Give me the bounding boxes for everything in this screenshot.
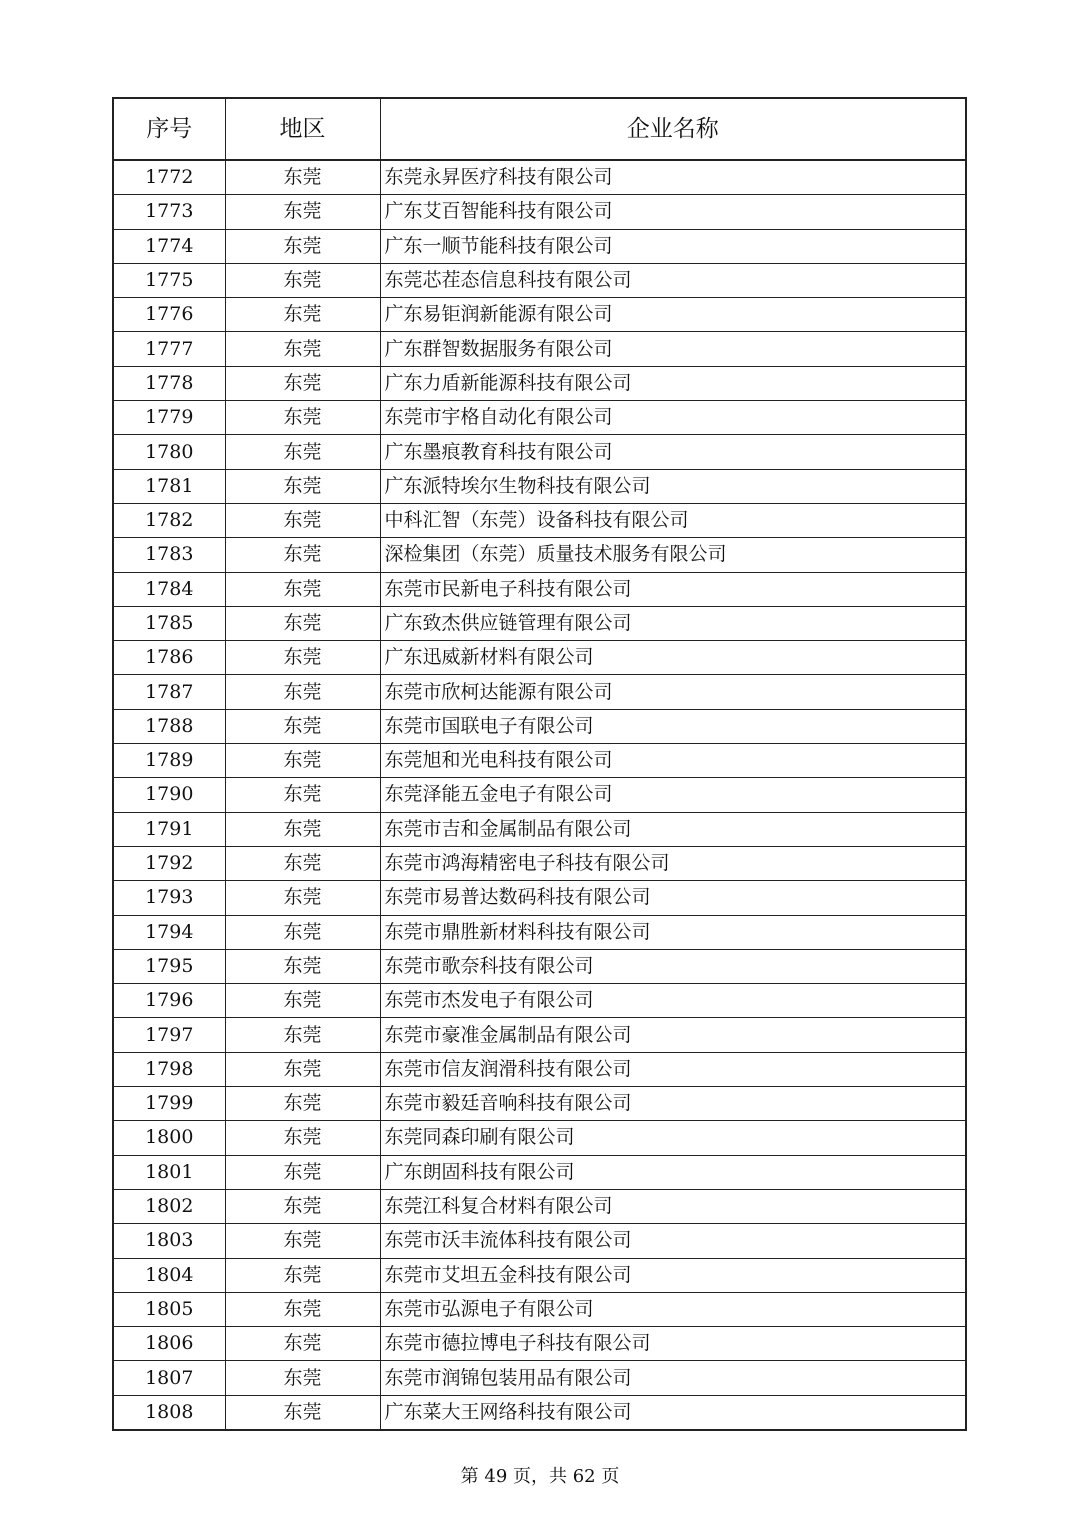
table-row (113, 1395, 966, 1430)
table-row (113, 572, 966, 606)
table-row (113, 195, 966, 229)
row-index: 1792 (113, 846, 225, 880)
row-company-name: 东莞芯茬态信息科技有限公司 (380, 263, 966, 297)
header-company-name: 企业名称 (380, 98, 966, 160)
row-company-name: 东莞市弘源电子有限公司 (380, 1292, 966, 1326)
row-index: 1783 (113, 538, 225, 572)
row-company-name: 深检集团（东莞）质量技术服务有限公司 (380, 538, 966, 572)
row-company-name: 东莞市毅廷音响科技有限公司 (380, 1087, 966, 1121)
row-index: 1776 (113, 298, 225, 332)
row-index: 1778 (113, 366, 225, 400)
row-region: 东莞 (225, 1155, 380, 1189)
row-company-name: 广东致杰供应链管理有限公司 (380, 606, 966, 640)
row-index: 1800 (113, 1121, 225, 1155)
table-body (113, 160, 966, 1430)
row-region: 东莞 (225, 366, 380, 400)
header-index: 序号 (113, 98, 225, 160)
page-number-footer: 第 49 页，共 62 页 (460, 1466, 620, 1487)
table-row (113, 1224, 966, 1258)
table-row (113, 229, 966, 263)
row-index: 1805 (113, 1292, 225, 1326)
row-company-name: 广东菜大王网络科技有限公司 (380, 1395, 966, 1430)
row-region: 东莞 (225, 572, 380, 606)
row-region: 东莞 (225, 229, 380, 263)
row-index: 1786 (113, 641, 225, 675)
row-index: 1781 (113, 469, 225, 503)
row-index: 1798 (113, 1052, 225, 1086)
row-company-name: 东莞旭和光电科技有限公司 (380, 744, 966, 778)
table-row (113, 1087, 966, 1121)
row-region: 东莞 (225, 949, 380, 983)
table-row (113, 1018, 966, 1052)
row-region: 东莞 (225, 675, 380, 709)
row-region: 东莞 (225, 641, 380, 675)
row-region: 东莞 (225, 744, 380, 778)
row-region: 东莞 (225, 984, 380, 1018)
row-company-name: 东莞市沃丰流体科技有限公司 (380, 1224, 966, 1258)
table-row (113, 1189, 966, 1223)
row-company-name: 东莞市德拉博电子科技有限公司 (380, 1327, 966, 1361)
row-company-name: 东莞市信友润滑科技有限公司 (380, 1052, 966, 1086)
row-region: 东莞 (225, 1189, 380, 1223)
row-region: 东莞 (225, 1121, 380, 1155)
row-region: 东莞 (225, 435, 380, 469)
row-index: 1802 (113, 1189, 225, 1223)
row-index: 1796 (113, 984, 225, 1018)
table-row (113, 1052, 966, 1086)
row-company-name: 东莞泽能五金电子有限公司 (380, 778, 966, 812)
row-index: 1775 (113, 263, 225, 297)
row-region: 东莞 (225, 160, 380, 195)
row-region: 东莞 (225, 298, 380, 332)
row-index: 1806 (113, 1327, 225, 1361)
row-index: 1795 (113, 949, 225, 983)
row-company-name: 东莞市润锦包装用品有限公司 (380, 1361, 966, 1395)
row-company-name: 中科汇智（东莞）设备科技有限公司 (380, 503, 966, 537)
table-row (113, 846, 966, 880)
table-row (113, 401, 966, 435)
row-region: 东莞 (225, 401, 380, 435)
row-region: 东莞 (225, 709, 380, 743)
table-row (113, 744, 966, 778)
row-index: 1789 (113, 744, 225, 778)
table-row (113, 915, 966, 949)
table-row (113, 709, 966, 743)
row-index: 1807 (113, 1361, 225, 1395)
table-row (113, 1121, 966, 1155)
row-region: 东莞 (225, 538, 380, 572)
table-row (113, 366, 966, 400)
table-row (113, 675, 966, 709)
row-company-name: 东莞市宇格自动化有限公司 (380, 401, 966, 435)
row-region: 东莞 (225, 1018, 380, 1052)
row-company-name: 东莞市豪准金属制品有限公司 (380, 1018, 966, 1052)
row-index: 1787 (113, 675, 225, 709)
row-company-name: 广东迅威新材料有限公司 (380, 641, 966, 675)
row-company-name: 东莞永昇医疗科技有限公司 (380, 160, 966, 195)
row-company-name: 广东墨痕教育科技有限公司 (380, 435, 966, 469)
table-row (113, 1327, 966, 1361)
row-company-name: 东莞市国联电子有限公司 (380, 709, 966, 743)
row-region: 东莞 (225, 1224, 380, 1258)
row-index: 1803 (113, 1224, 225, 1258)
row-company-name: 东莞市民新电子科技有限公司 (380, 572, 966, 606)
row-index: 1804 (113, 1258, 225, 1292)
row-region: 东莞 (225, 1258, 380, 1292)
table-row (113, 641, 966, 675)
table-row (113, 298, 966, 332)
table-row (113, 881, 966, 915)
row-region: 东莞 (225, 881, 380, 915)
row-company-name: 东莞市艾坦五金科技有限公司 (380, 1258, 966, 1292)
row-company-name: 东莞江科复合材料有限公司 (380, 1189, 966, 1223)
row-company-name: 广东力盾新能源科技有限公司 (380, 366, 966, 400)
row-index: 1788 (113, 709, 225, 743)
row-region: 东莞 (225, 263, 380, 297)
row-region: 东莞 (225, 778, 380, 812)
row-region: 东莞 (225, 846, 380, 880)
table-row (113, 1361, 966, 1395)
row-region: 东莞 (225, 1087, 380, 1121)
row-index: 1790 (113, 778, 225, 812)
table-header-row (113, 98, 966, 160)
table-row (113, 263, 966, 297)
company-list-table (112, 97, 967, 1431)
row-company-name: 广东派特埃尔生物科技有限公司 (380, 469, 966, 503)
row-index: 1808 (113, 1395, 225, 1430)
table-row (113, 160, 966, 195)
row-index: 1773 (113, 195, 225, 229)
row-company-name: 广东一顺节能科技有限公司 (380, 229, 966, 263)
table-row (113, 538, 966, 572)
row-region: 东莞 (225, 812, 380, 846)
row-region: 东莞 (225, 1327, 380, 1361)
row-company-name: 广东群智数据服务有限公司 (380, 332, 966, 366)
row-company-name: 东莞市歌奈科技有限公司 (380, 949, 966, 983)
table-row (113, 1258, 966, 1292)
table-row (113, 778, 966, 812)
table-row (113, 984, 966, 1018)
row-region: 东莞 (225, 195, 380, 229)
row-region: 东莞 (225, 1395, 380, 1430)
row-index: 1777 (113, 332, 225, 366)
table-row (113, 469, 966, 503)
header-region: 地区 (225, 98, 380, 160)
row-index: 1774 (113, 229, 225, 263)
row-region: 东莞 (225, 606, 380, 640)
row-index: 1797 (113, 1018, 225, 1052)
row-index: 1772 (113, 160, 225, 195)
table-row (113, 435, 966, 469)
row-region: 东莞 (225, 1292, 380, 1326)
row-company-name: 东莞市吉和金属制品有限公司 (380, 812, 966, 846)
table-row (113, 1292, 966, 1326)
row-company-name: 东莞市鼎胜新材料科技有限公司 (380, 915, 966, 949)
row-company-name: 东莞市易普达数码科技有限公司 (380, 881, 966, 915)
row-region: 东莞 (225, 503, 380, 537)
row-region: 东莞 (225, 332, 380, 366)
row-region: 东莞 (225, 469, 380, 503)
row-index: 1791 (113, 812, 225, 846)
row-index: 1801 (113, 1155, 225, 1189)
table-row (113, 332, 966, 366)
row-index: 1793 (113, 881, 225, 915)
row-index: 1784 (113, 572, 225, 606)
row-company-name: 广东易钜润新能源有限公司 (380, 298, 966, 332)
table-row (113, 812, 966, 846)
row-index: 1794 (113, 915, 225, 949)
row-index: 1779 (113, 401, 225, 435)
row-region: 东莞 (225, 1052, 380, 1086)
row-company-name: 东莞市欣柯达能源有限公司 (380, 675, 966, 709)
row-index: 1782 (113, 503, 225, 537)
row-index: 1780 (113, 435, 225, 469)
row-company-name: 广东艾百智能科技有限公司 (380, 195, 966, 229)
row-company-name: 东莞市鸿海精密电子科技有限公司 (380, 846, 966, 880)
row-index: 1799 (113, 1087, 225, 1121)
table-row (113, 949, 966, 983)
row-company-name: 东莞市杰发电子有限公司 (380, 984, 966, 1018)
row-company-name: 广东朗固科技有限公司 (380, 1155, 966, 1189)
table-row (113, 503, 966, 537)
row-index: 1785 (113, 606, 225, 640)
row-region: 东莞 (225, 1361, 380, 1395)
row-region: 东莞 (225, 915, 380, 949)
row-company-name: 东莞同森印刷有限公司 (380, 1121, 966, 1155)
table-row (113, 1155, 966, 1189)
table-row (113, 606, 966, 640)
